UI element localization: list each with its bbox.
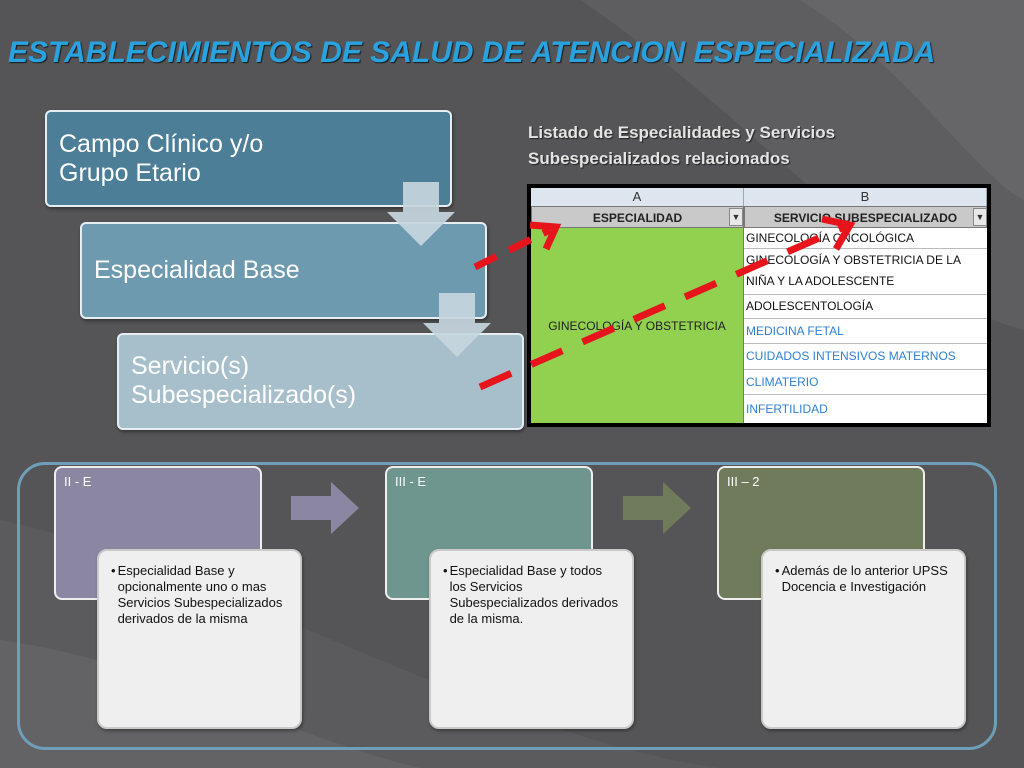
especialidad-cell: GINECOLOGÍA Y OBSTETRICIA [531,228,744,423]
hierarchy-box-line: Servicio(s) [131,352,250,380]
hierarchy-box-line: Grupo Etario [59,159,201,187]
hierarchy-box-line: Subespecializado(s) [131,381,357,409]
filter-dropdown-icon[interactable]: ▼ [729,208,743,226]
right-arrow-icon [291,482,359,534]
column-header-b: B [744,188,987,206]
filter-dropdown-icon[interactable]: ▼ [973,208,987,226]
level-description-iii-e: • Especialidad Base y todos los Servicios Subespecializados derivados de la misma. [429,549,634,729]
servicio-row: GINECOLOGÍA Y OBSTETRICIA DE LA NIÑA Y LA ADOLESCENTE [744,249,987,295]
down-arrow-icon [387,182,455,246]
servicio-row: MEDICINA FETAL [744,319,987,344]
sheet-caption-line2: Subespecializados relacionados [528,149,790,168]
servicio-row: INFERTILIDAD [746,401,828,416]
page-title: ESTABLECIMIENTOS DE SALUD DE ATENCION ESPECIALIZADA [8,36,936,69]
servicio-row: CLIMATERIO [744,370,987,395]
servicio-row: ADOLESCENTOLOGÍA [744,295,987,319]
level-description-text: Especialidad Base y opcionalmente uno o mas Servicios Subespecializados derivados de la misma [117,563,283,626]
level-description-ii-e: • Especialidad Base y opcionalmente uno o mas Servicios Subespecializados derivados de la misma [97,549,302,729]
level-label: II - E [64,474,92,489]
level-description-text: Además de lo anterior UPSS Docencia e Investigación [781,563,948,594]
hierarchy-box-line: Especialidad Base [94,256,300,284]
hierarchy-box-line: Campo Clínico y/o [59,130,264,158]
sheet-caption [528,120,948,172]
level-description-iii-2: • Además de lo anterior UPSS Docencia e Investigación [761,549,966,729]
right-arrow-icon [623,482,691,534]
level-label: III – 2 [727,474,760,489]
level-label: III - E [395,474,427,489]
servicio-row: CUIDADOS INTENSIVOS MATERNOS [744,344,987,370]
column-header-a: A [531,188,744,206]
sheet-caption-line1: Listado de Especialidades y Servicios [528,123,836,142]
level-description-text: Especialidad Base y todos los Servicios Subespecializados derivados de la misma. [449,563,618,626]
field-header-especialidad: ESPECIALIDAD [531,206,744,228]
servicio-row: GINECOLOGÍA ONCOLÓGICA [744,228,987,249]
dashed-arrow-to-servicios [474,215,859,395]
field-header-servicio: SERVICIO SUBESPECIALIZADO [744,206,987,228]
